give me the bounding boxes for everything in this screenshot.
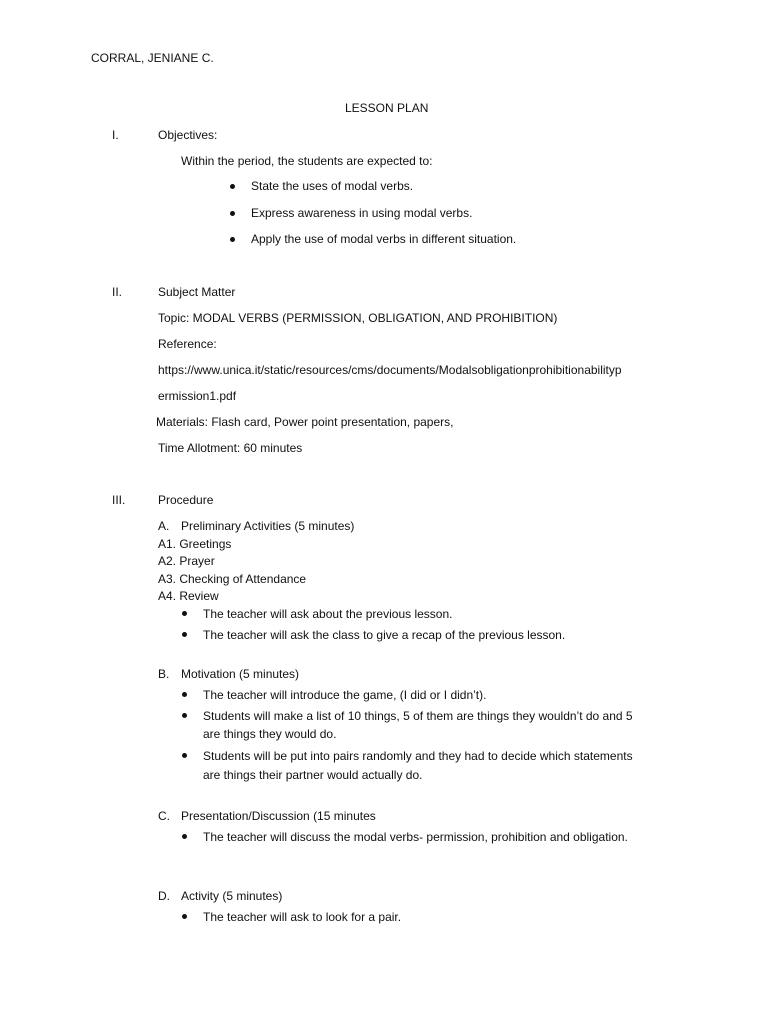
bullet-icon [230,184,235,189]
bullet-item-line-1: Students will be put into pairs randomly and they had to decide which statements [203,749,633,763]
bullet-item: The teacher will discuss the modal verbs- permission, prohibition and obligation. [203,830,628,844]
subitem-a4: A4. Review [158,589,219,603]
objective-item: Apply the use of modal verbs in different situation. [251,232,517,246]
bullet-item: The teacher will introduce the game, (I did or I didn’t). [203,688,487,702]
author-name: CORRAL, JENIANE C. [91,51,214,65]
bullet-icon [182,914,187,919]
section-heading-procedure: Procedure [158,493,214,507]
time-allotment-line: Time Allotment: 60 minutes [158,441,303,455]
bullet-icon [182,753,187,758]
document-title: LESSON PLAN [345,101,429,115]
subsection-letter-d: D. [158,889,170,903]
reference-label: Reference: [158,337,217,351]
subsection-title-a: Preliminary Activities (5 minutes) [181,519,355,533]
reference-url-line-1: https://www.unica.it/static/resources/cms/documents/Modalsobligationprohibitionabilityp [158,363,622,377]
objective-item: State the uses of modal verbs. [251,179,414,193]
subsection-letter-c: C. [158,809,170,823]
bullet-item: The teacher will ask the class to give a recap of the previous lesson. [203,628,566,642]
bullet-item-line-2: are things their partner would actually do. [203,768,423,782]
bullet-item: The teacher will ask to look for a pair. [203,910,402,924]
section-numeral-procedure: III. [112,493,126,507]
bullet-item: The teacher will ask about the previous lesson. [203,607,453,621]
bullet-icon [230,211,235,216]
subsection-title-d: Activity (5 minutes) [181,889,283,903]
bullet-item-line-1: Students will make a list of 10 things, 5 of them are things they wouldn’t do and 5 [203,709,633,723]
bullet-icon [182,632,187,637]
section-numeral-objectives: I. [112,128,119,142]
subitem-a3: A3. Checking of Attendance [158,572,307,586]
subitem-a2: A2. Prayer [158,554,215,568]
section-heading-subject-matter: Subject Matter [158,285,236,299]
objective-item: Express awareness in using modal verbs. [251,206,473,220]
bullet-icon [182,692,187,697]
bullet-icon [182,713,187,718]
subsection-letter-a: A. [158,519,170,533]
section-heading-objectives: Objectives: [158,128,218,142]
bullet-icon [182,834,187,839]
subsection-title-b: Motivation (5 minutes) [181,667,300,681]
reference-url-line-2: ermission1.pdf [158,389,237,403]
subsection-title-c: Presentation/Discussion (15 minutes [181,809,376,823]
materials-line: Materials: Flash card, Power point presentation, papers, [156,415,454,429]
subsection-letter-b: B. [158,667,170,681]
objectives-intro: Within the period, the students are expected to: [181,154,433,168]
bullet-icon [182,611,187,616]
bullet-item-line-2: are things they would do. [203,727,337,741]
bullet-icon [230,237,235,242]
subitem-a1: A1. Greetings [158,537,232,551]
topic-line: Topic: MODAL VERBS (PERMISSION, OBLIGATION, AND PROHIBITION) [158,311,558,325]
section-numeral-subject-matter: II. [112,285,123,299]
